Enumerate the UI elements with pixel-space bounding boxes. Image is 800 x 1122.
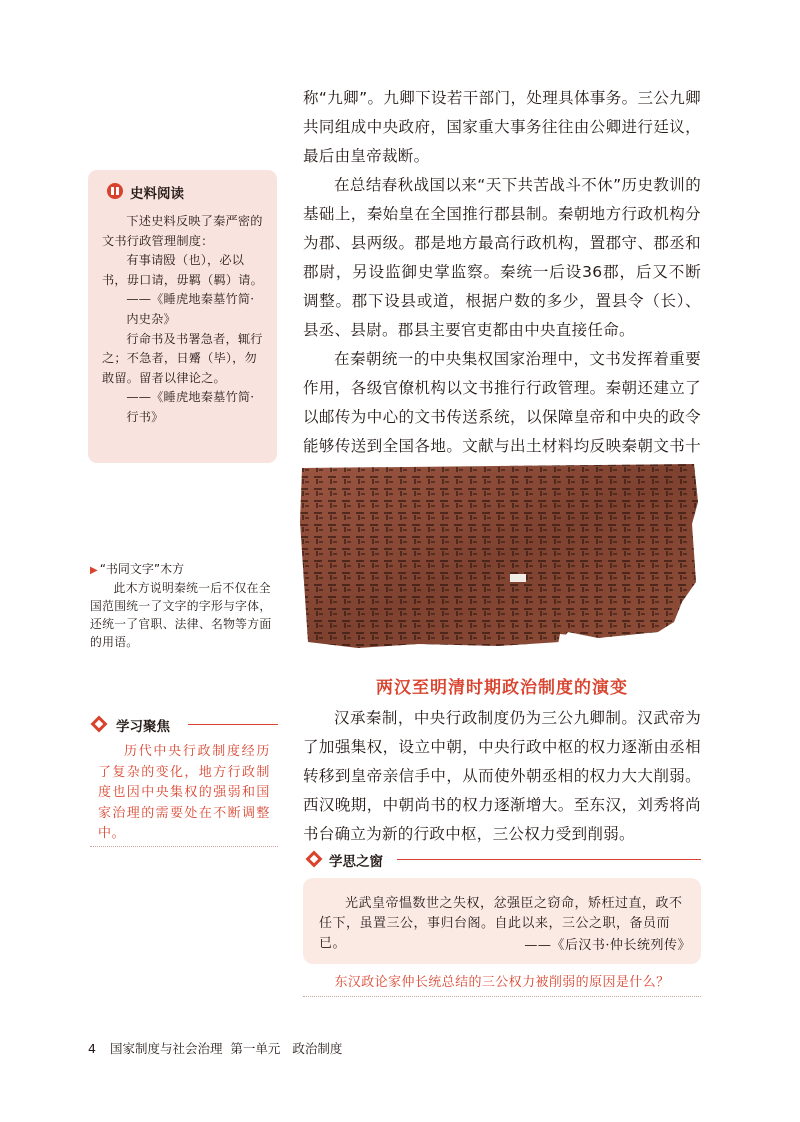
think-quote: 光武皇帝愠数世之失权，忿强臣之窃命，矫枉过直，政不任下，虽置三公，事归台阁。自此以来，三公之职，备员而已。 bbox=[319, 896, 683, 951]
think-window-label: 学思之窗 bbox=[329, 854, 383, 870]
section-text bbox=[303, 704, 701, 849]
source-reading-box bbox=[88, 170, 277, 463]
learning-focus-text: 历代中央行政制度经历了复杂的变化，地方行政制度也因中央集权的强弱和国家治理的需要处在不断调整中。 bbox=[98, 744, 270, 841]
dotted-divider bbox=[303, 996, 701, 997]
diamond-icon bbox=[305, 850, 323, 868]
paragraph-han-system: 汉承秦制，中央行政制度仍为三公九卿制。汉武帝为了加强集权，设立中朝，中央行政中枢的权力逐渐由丞相转移到皇帝亲信手中，从而使外朝丞相的权力大大削弱。西汉晚期，中朝尚书的权力逐渐增大。至东汉，刘秀将尚书台确立为新的行政中枢，三公权力受到削弱。 bbox=[303, 709, 701, 843]
triangle-icon: ▶ bbox=[90, 565, 98, 576]
paragraph-documents: 在秦朝统一的中央集权国家治理中，文书发挥着重要作用，各级官僚机构以文书推行行政管理。秦朝还建立了以邮传为中心的文书传送系统，以保障皇帝和中央的政令能够传送到全国各地。文献与出土材料均反映秦朝文书十 bbox=[303, 350, 701, 455]
think-question: 东汉政论家仲长统总结的三公权力被削弱的原因是什么？ bbox=[334, 975, 670, 990]
paragraph-nine-ministers: 称“九卿”。九卿下设若干部门，处理具体事务。三公九卿共同组成中央政府，国家重大事务往往由公卿进行廷议，最后由皇帝裁断。 bbox=[303, 89, 701, 165]
dotted-divider bbox=[90, 846, 278, 847]
page-number: 4 bbox=[88, 1041, 96, 1056]
footer-text: 国家制度与社会治理 第一单元 政治制度 bbox=[109, 1041, 343, 1056]
header-rule bbox=[188, 724, 278, 725]
reading-quote-1: 有事请殹（也），必以书，毋口请，毋羁（羁）请。 bbox=[102, 253, 264, 287]
wooden-tablet-drawing bbox=[298, 462, 702, 654]
image-caption bbox=[90, 560, 278, 651]
book-icon bbox=[106, 182, 124, 200]
caption-title: “书同文字”木方 bbox=[99, 562, 185, 576]
reading-quote-2: 行命书及书署急者，辄行之；不急者，日觱（毕），勿敢留。留者以律论之。 bbox=[102, 331, 263, 385]
caption-title-row bbox=[90, 560, 278, 577]
header-rule bbox=[397, 859, 701, 860]
think-source: ——《后汉书·仲长统列传》 bbox=[524, 938, 691, 953]
source-reading-label: 史料阅读 bbox=[130, 186, 184, 202]
diamond-icon bbox=[90, 715, 108, 733]
main-text bbox=[303, 84, 701, 519]
page-footer bbox=[88, 1039, 342, 1057]
think-quote-box bbox=[303, 878, 701, 964]
source-reading-body bbox=[102, 212, 266, 428]
paragraph-commandery-system: 在总结春秋战国以来“天下共苦战斗不休”历史教训的基础上，秦始皇在全国推行郡县制。秦朝地方行政机构分为郡、县两级。郡是地方最高行政机构，置郡守、郡丞和郡尉，另设监御史掌监察。秦统一后设36郡，后又不断调整。郡下设县或道，根据户数的多少，置县令（长）、县丞、县尉。郡县主要官吏都由中央直接任命。 bbox=[303, 176, 701, 339]
reading-intro: 下述史料反映了秦严密的文书行政管理制度： bbox=[102, 214, 263, 248]
learning-focus-header bbox=[90, 714, 278, 734]
learning-focus-label: 学习聚焦 bbox=[116, 719, 170, 735]
section-title: 两汉至明清时期政治制度的演变 bbox=[376, 678, 628, 698]
wooden-tablet-image bbox=[298, 462, 702, 654]
reading-source-1: ——《睡虎地秦墓竹简·内史杂》 bbox=[126, 292, 255, 326]
think-window-header bbox=[305, 849, 701, 869]
caption-text: 此木方说明秦统一后不仅在全国范围统一了文字的字形与字体，还统一了官职、法律、名物等方面的用语。 bbox=[90, 581, 272, 649]
learning-focus-body bbox=[98, 742, 270, 845]
reading-source-2: ——《睡虎地秦墓竹简·行书》 bbox=[126, 390, 255, 424]
